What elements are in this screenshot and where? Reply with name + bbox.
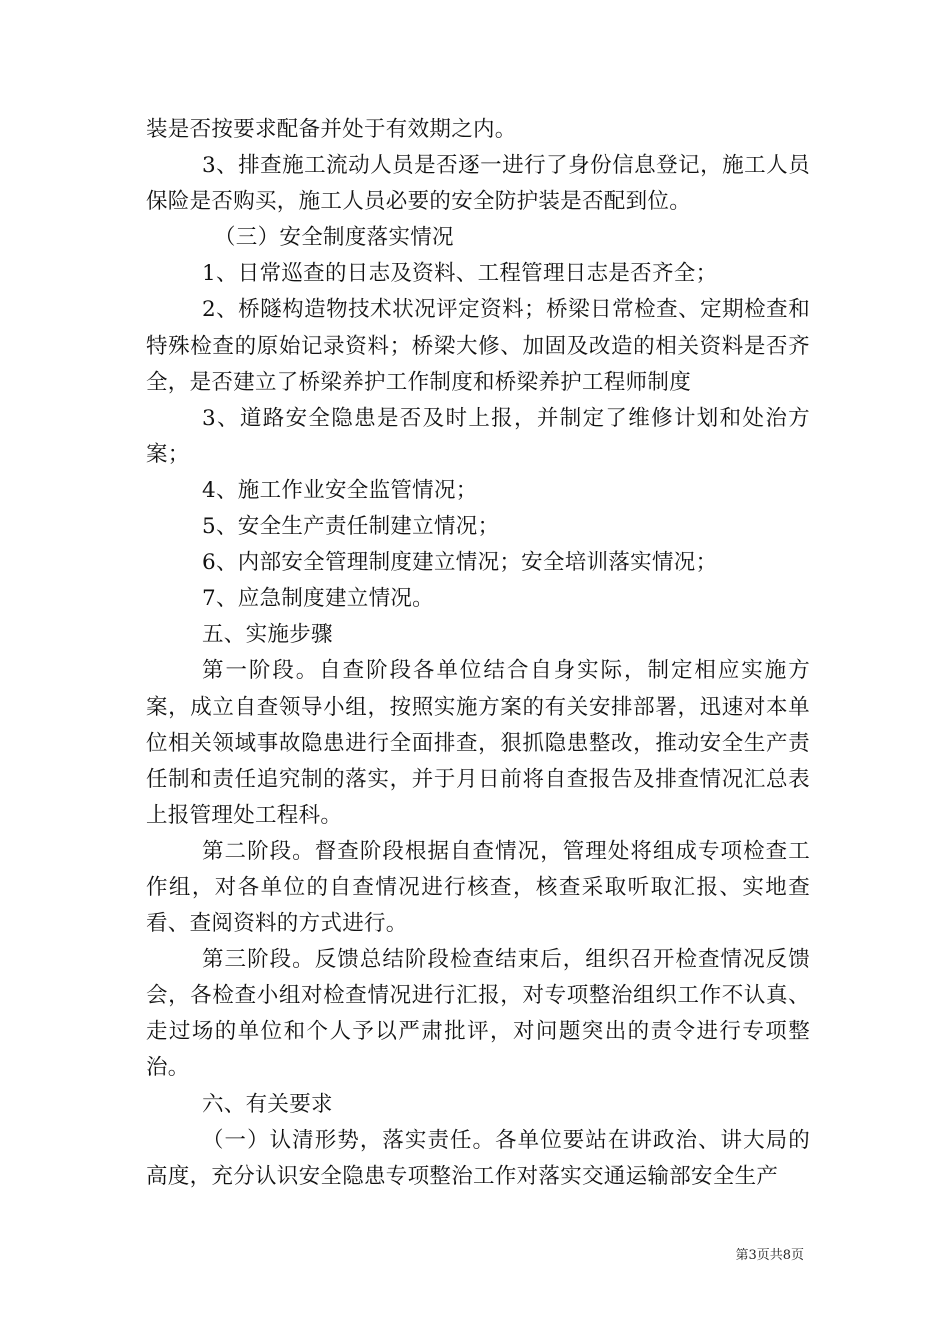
paragraph: 3、排查施工流动人员是否逐一进行了身份信息登记，施工人员保险是否购买，施工人员必要的安全防护装是否配到位。 xyxy=(146,153,810,215)
section-heading: 五、实施步骤 xyxy=(202,622,333,648)
page-number-footer: 第3页共8页 xyxy=(735,1248,804,1263)
paragraph: 装是否按要求配备并处于有效期之内。 xyxy=(146,117,517,142)
paragraph: （一）认清形势，落实责任。各单位要站在讲政治、讲大局的高度，充分认识安全隐患专项整治工作对落实交通运输部安全生产 xyxy=(146,1127,810,1189)
paragraph: 第一阶段。自查阶段各单位结合自身实际，制定相应实施方案，成立自查领导小组，按照实施方案的有关安排部署，迅速对本单位相关领域事故隐患进行全面排查，狠抓隐患整改，推动安全生产责任制和责任追究制的落实，并于月日前将自查报告及排查情况汇总表上报管理处工程科。 xyxy=(146,658,810,828)
paragraph: 1、日常巡查的日志及资料、工程管理日志是否齐全； xyxy=(202,261,718,287)
paragraph: 2、桥隧构造物技术状况评定资料；桥梁日常检查、定期检查和特殊检查的原始记录资料；桥梁大修、加固及改造的相关资料是否齐全，是否建立了桥梁养护工作制度和桥梁养护工程师制度 xyxy=(146,297,810,395)
paragraph: 第三阶段。反馈总结阶段检查结束后，组织召开检查情况反馈会，各检查小组对检查情况进行汇报，对专项整治组织工作不认真、走过场的单位和个人予以严肃批评，对问题突出的责令进行专项整治。 xyxy=(146,947,810,1081)
paragraph: 6、内部安全管理制度建立情况；安全培训落实情况； xyxy=(202,550,718,576)
paragraph: 5、安全生产责任制建立情况； xyxy=(202,514,500,540)
section-heading: 六、有关要求 xyxy=(202,1091,333,1117)
paragraph: 第二阶段。督查阶段根据自查情况，管理处将组成专项检查工作组，对各单位的自查情况进行核查，核查采取听取汇报、实地查看、查阅资料的方式进行。 xyxy=(146,838,810,937)
document-body xyxy=(146,112,810,1195)
section-heading: （三）安全制度落实情况 xyxy=(214,225,454,251)
paragraph: 3、道路安全隐患是否及时上报，并制定了维修计划和处治方案； xyxy=(146,405,810,467)
paragraph: 7、应急制度建立情况。 xyxy=(202,586,434,612)
paragraph: 4、施工作业安全监管情况； xyxy=(202,477,478,503)
